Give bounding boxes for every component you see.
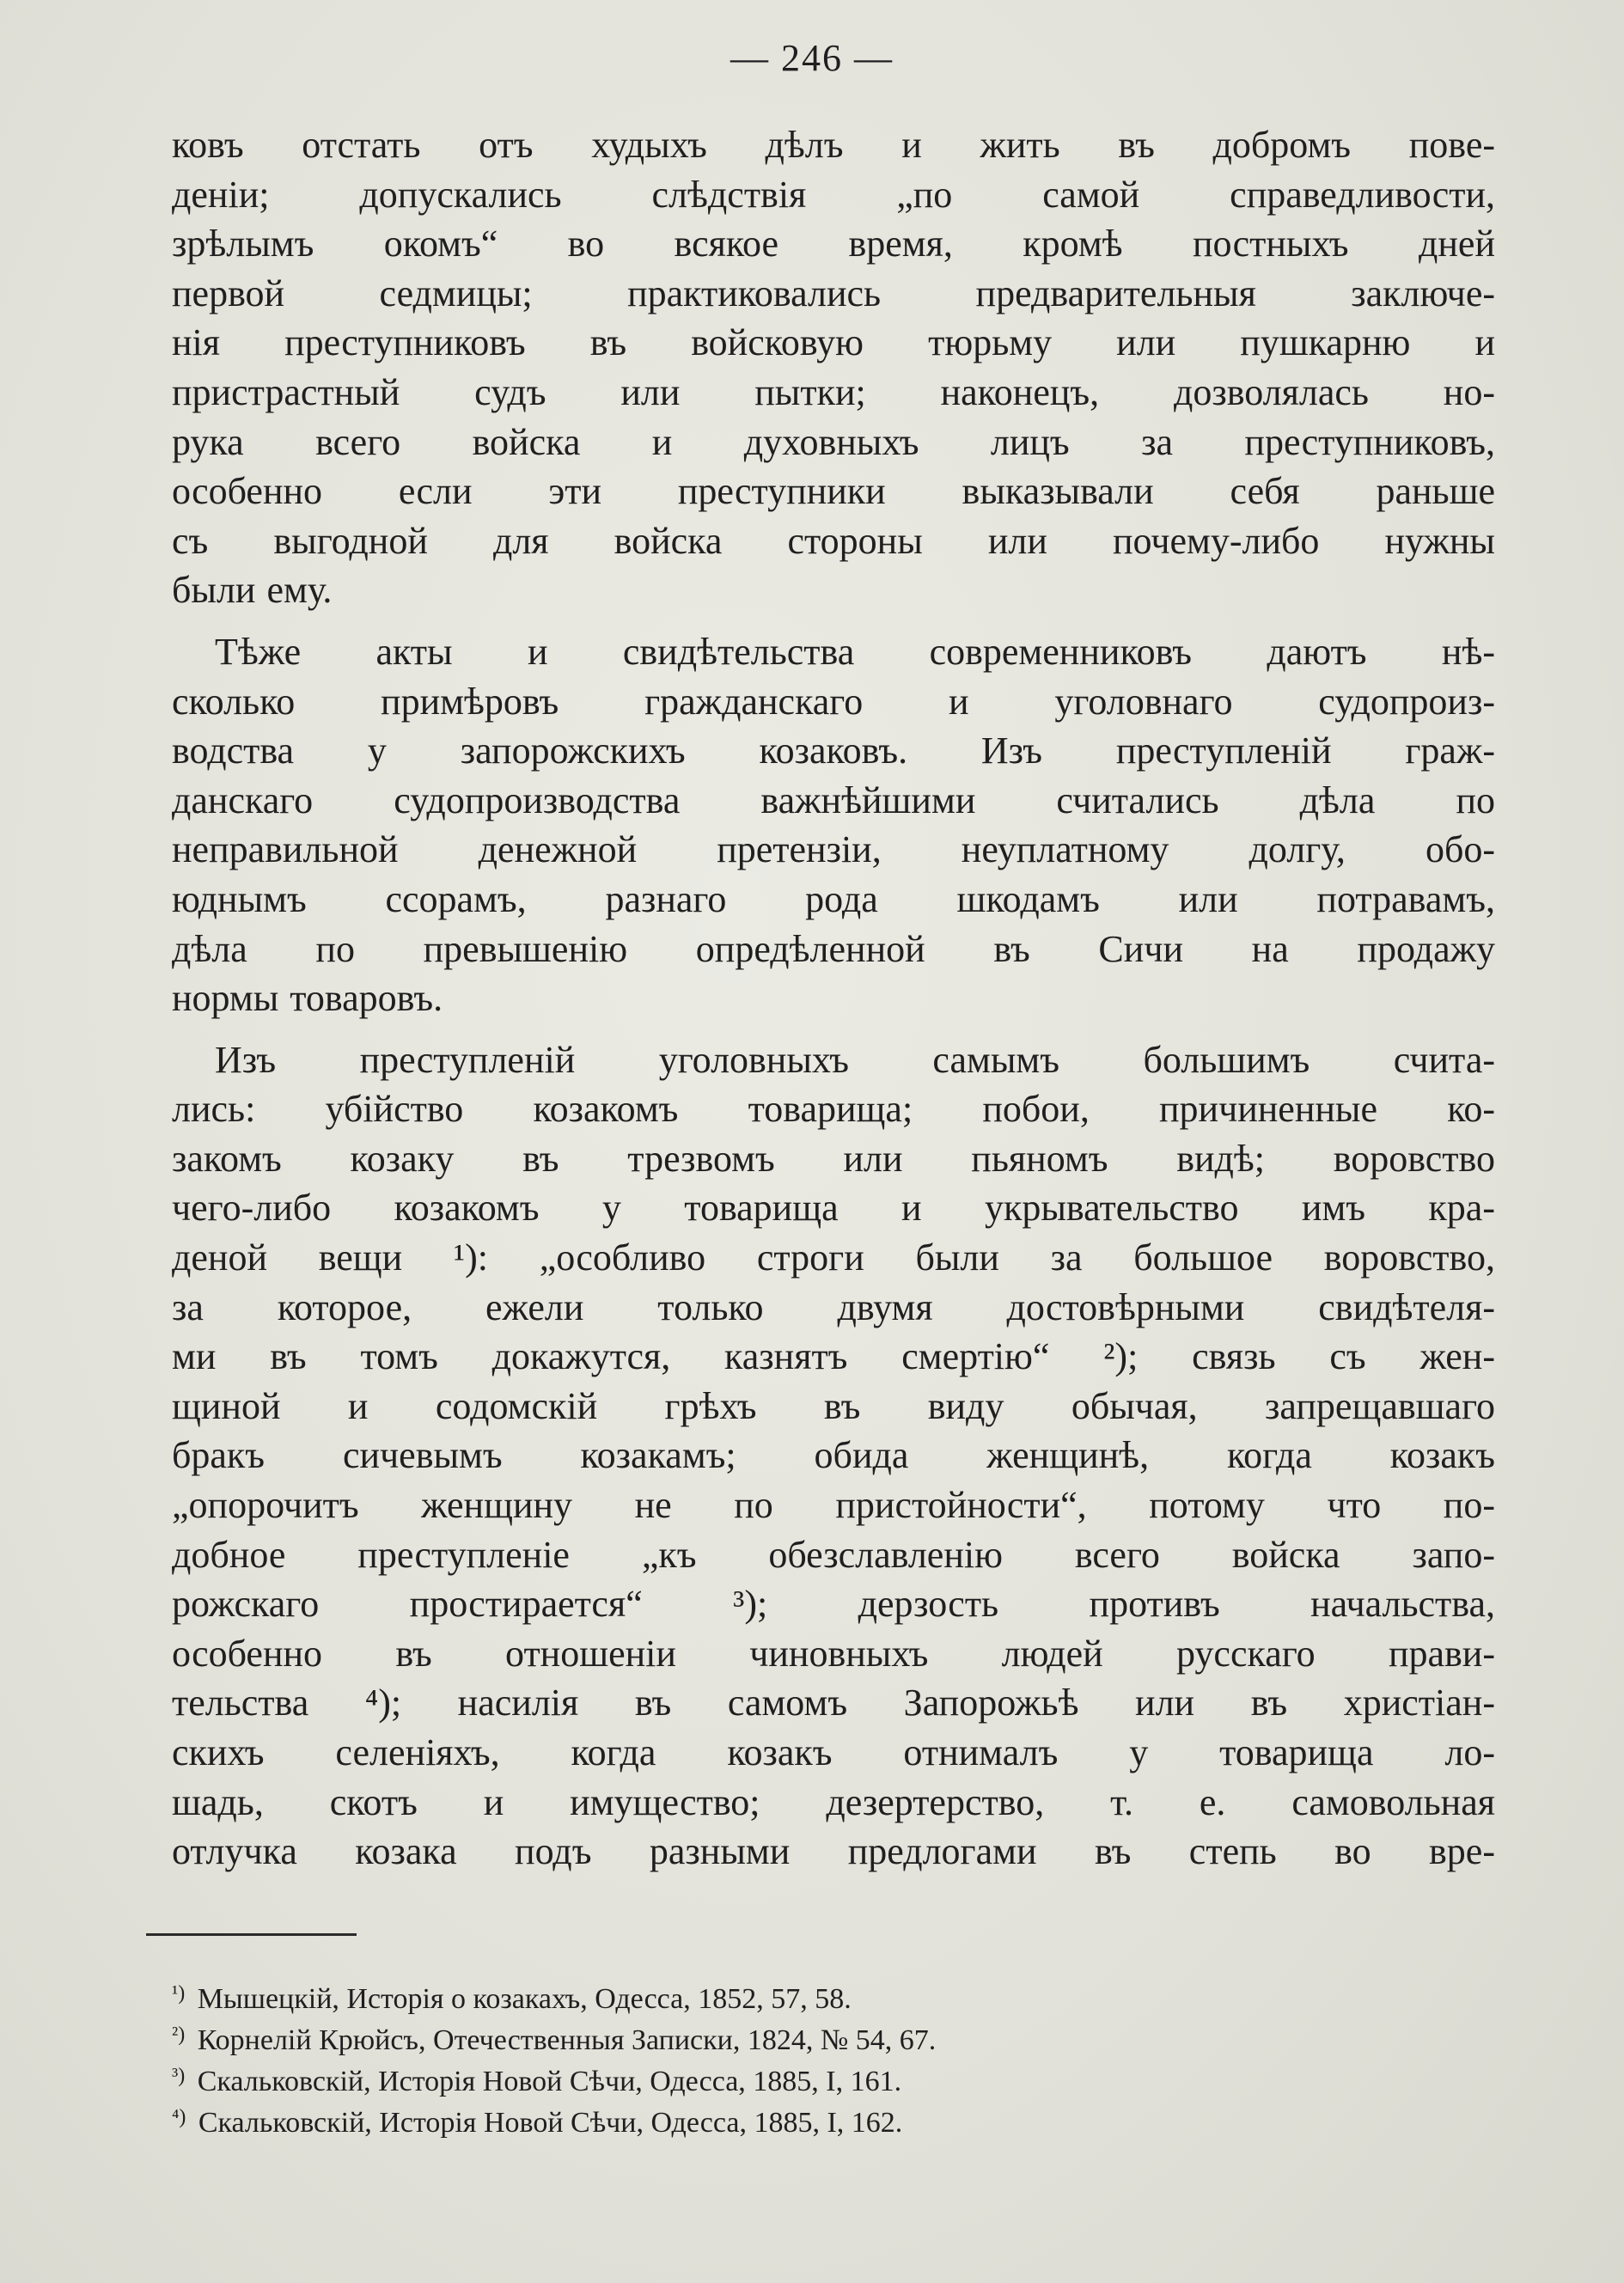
- text-line: первой седмицы; практиковались предварительныя заключе-: [172, 272, 1495, 314]
- text-line: съ выгодной для войска стороны или почему-либо нужны: [172, 519, 1495, 562]
- text-line: пристрастный судъ или пытки; наконецъ, дозволялась но-: [172, 370, 1495, 413]
- text-line: сколько примѣровъ гражданскаго и уголовнаго судопроиз-: [172, 680, 1495, 723]
- text-line: деніи; допускались слѣдствія „по самой справедливости,: [172, 173, 1495, 216]
- text-line: были ему.: [172, 569, 333, 612]
- footnote-divider: [146, 1933, 357, 1936]
- paragraph-gap: [172, 1023, 1495, 1035]
- footnote-mark: ¹): [172, 1982, 186, 2005]
- footnote-mark: ⁴): [172, 2106, 186, 2128]
- paragraph-2: [172, 627, 1495, 1023]
- text-line: рожскаго простирается“ ³); дерзость противъ начальства,: [172, 1583, 1495, 1626]
- footnote-mark: ³): [172, 2065, 186, 2087]
- text-line: зрѣлымъ окомъ“ во всякое время, кромѣ постныхъ дней: [172, 223, 1495, 266]
- footnotes: [172, 1973, 1461, 2138]
- text-line: Изъ преступленій уголовныхъ самымъ большимъ счита-: [215, 1038, 1495, 1081]
- text-line: шадь, скотъ и имущество; дезертерство, т. е. самовольная: [172, 1780, 1495, 1823]
- paragraph-1: [172, 120, 1495, 615]
- text-line: деной вещи ¹): „особливо строги были за большое воровство,: [172, 1236, 1495, 1279]
- body-text: [172, 120, 1495, 1877]
- text-line: ми въ томъ докажутся, казнятъ смертію“ ²); связь съ жен-: [172, 1335, 1495, 1378]
- text-line: тельства ⁴); насилія въ самомъ Запорожьѣ или въ христіан-: [172, 1682, 1495, 1724]
- text-line: бракъ сичевымъ козакамъ; обида женщинѣ, когда козакъ: [172, 1434, 1495, 1477]
- text-line: особенно въ отношеніи чиновныхъ людей русскаго прави-: [172, 1632, 1495, 1675]
- text-line: добное преступленіе „къ обезславленію всего войска запо-: [172, 1533, 1495, 1576]
- text-line: нормы товаровъ.: [172, 977, 443, 1020]
- text-line: ковъ отстать отъ худыхъ дѣлъ и жить въ добромъ пове-: [172, 124, 1495, 166]
- text-line: за которое, ежели только двумя достовѣрными свидѣтеля-: [172, 1285, 1495, 1328]
- text-line: лись: убійство козакомъ товарища; побои, причиненные ко-: [172, 1088, 1495, 1131]
- text-line: щиной и содомскій грѣхъ въ виду обычая, запрещавшаго: [172, 1384, 1495, 1427]
- text-line: водства у запорожскихъ козаковъ. Изъ преступленій граж-: [172, 729, 1495, 772]
- text-line: особенно если эти преступники выказывали себя раньше: [172, 470, 1495, 513]
- text-line: скихъ селеніяхъ, когда козакъ отнималъ у товарища ло-: [172, 1731, 1495, 1773]
- text-line: неправильной денежной претензіи, неуплатному долгу, обо-: [172, 828, 1495, 871]
- footnote-mark: ²): [172, 2024, 186, 2046]
- footnote-text: Скальковскій, Исторія Новой Сѣчи, Одесса, 1885, I, 161.: [197, 2066, 902, 2097]
- footnote-3: [172, 2055, 1461, 2097]
- text-line: нія преступниковъ въ войсковую тюрьму или пушкарню и: [172, 321, 1495, 364]
- footnote-text: Корнелій Крюйсъ, Отечественныя Записки, 1824, № 54, 67.: [197, 2024, 937, 2056]
- footnote-text: Скальковскій, Исторія Новой Сѣчи, Одесса, 1885, I, 162.: [198, 2107, 903, 2139]
- text-line: „опорочитъ женщину не по пристойности“, потому что по-: [172, 1484, 1495, 1527]
- text-line: юднымъ ссорамъ, разнаго рода шкодамъ или потравамъ,: [172, 877, 1495, 920]
- text-line: чего-либо козакомъ у товарища и укрывательство имъ кра-: [172, 1187, 1495, 1230]
- paragraph-gap: [172, 615, 1495, 627]
- text-line: рука всего войска и духовныхъ лицъ за преступниковъ,: [172, 420, 1495, 463]
- footnote-4: [172, 2097, 1461, 2138]
- paragraph-3: [172, 1035, 1495, 1877]
- text-line: Тѣже акты и свидѣтельства современниковъ даютъ нѣ-: [215, 630, 1495, 673]
- text-line: отлучка козака подъ разными предлогами въ степь во вре-: [172, 1830, 1495, 1873]
- footnote-text: Мышецкій, Исторія о козакахъ, Одесса, 1852, 57, 58.: [197, 1983, 852, 2015]
- footnote-2: [172, 2014, 1461, 2055]
- text-line: данскаго судопроизводства важнѣйшими считались дѣла по: [172, 778, 1495, 821]
- text-line: закомъ козаку въ трезвомъ или пьяномъ видѣ; воровство: [172, 1137, 1495, 1180]
- footnote-1: [172, 1973, 1461, 2014]
- text-line: дѣла по превышенію опредѣленной въ Сичи на продажу: [172, 927, 1495, 970]
- page-number: — 246 —: [730, 37, 894, 79]
